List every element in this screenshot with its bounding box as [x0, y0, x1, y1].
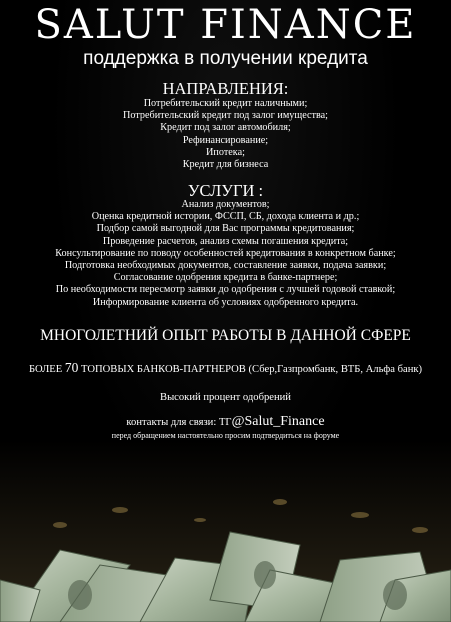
banks-line — [0, 361, 451, 376]
list-item: Подбор самой выгодной для Вас программы кредитования; — [96, 223, 355, 235]
list-item: Информирование клиента об условиях одобренного кредита. — [92, 296, 359, 308]
list-item: Подготовка необходимых документов, составление заявки, подача заявки; — [64, 259, 387, 271]
directions-heading: НАПРАВЛЕНИЯ: — [162, 79, 289, 98]
list-item: Кредит под залог автомобиля; — [160, 122, 291, 134]
list-item: Ипотека; — [206, 146, 245, 158]
experience-headline: МНОГОЛЕТНИЙ ОПЫТ РАБОТЫ В ДАННОЙ СФЕРЕ — [40, 327, 411, 344]
banks-prefix: БОЛЕЕ — [28, 364, 63, 375]
contact-line — [0, 414, 451, 430]
banks-count: 70 — [64, 360, 79, 375]
banks-suffix: ТОПОВЫХ БАНКОВ-ПАРТНЕРОВ — [81, 364, 246, 375]
services-list — [0, 199, 451, 309]
list-item: Потребительский кредит наличными; — [143, 98, 308, 109]
list-item: Консультирование по поводу особенностей кредитования в конкретном банке; — [55, 247, 396, 259]
approval-text: Высокий процент одобрений — [160, 392, 291, 403]
list-item: Кредит для бизнеса — [182, 158, 269, 170]
list-item: Потребительский кредит под залог имущества; — [123, 110, 328, 122]
money-pile-image — [0, 440, 451, 622]
list-item: По необходимости пересмотр заявки до одобрения с лучшей годовой ставкой; — [55, 284, 396, 296]
tagline: поддержка в получении кредита — [83, 48, 368, 69]
list-item: Анализ документов; — [181, 199, 270, 210]
telegram-handle-link[interactable]: @Salut_Finance — [231, 414, 325, 429]
contact-label: контакты для связи: — [126, 417, 217, 428]
directions-list — [0, 98, 451, 171]
brand-title: SALUT FINANCE — [34, 2, 417, 48]
list-item: Согласование одобрения кредита в банке-партнере; — [113, 272, 338, 284]
list-item: Оценка кредитной истории, ФССП, СБ, дохода клиента и др.; — [91, 211, 360, 223]
services-heading: УСЛУГИ : — [187, 181, 264, 200]
list-item: Рефинансирование; — [182, 134, 269, 146]
banks-list: (Сбер,Газпромбанк, ВТБ, Альфа банк) — [248, 364, 423, 375]
contact-prefix: ТГ — [218, 417, 232, 428]
list-item: Проведение расчетов, анализ схемы погашения кредита; — [102, 235, 349, 247]
contact-note: перед обращением настоятельно просим подтвердиться на форуме — [111, 431, 340, 440]
